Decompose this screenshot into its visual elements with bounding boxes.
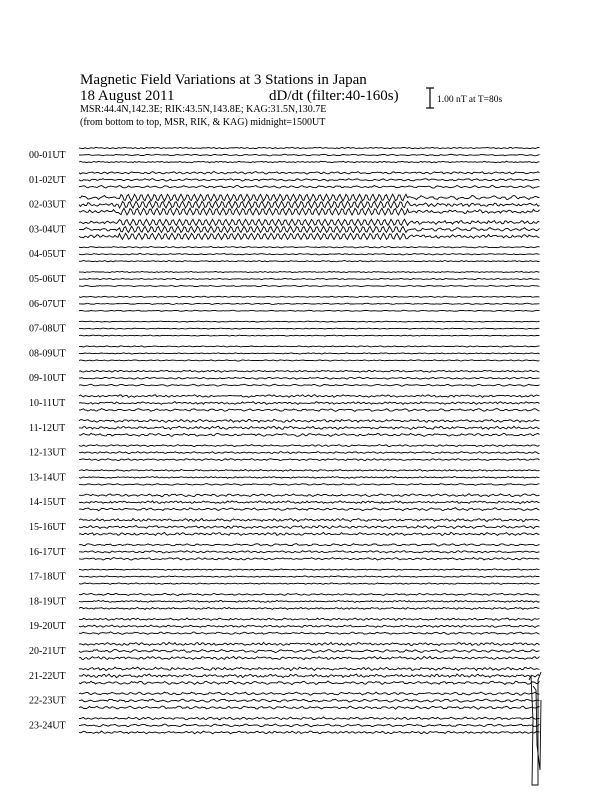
row-13-14UT: [29, 470, 540, 486]
row-03-04UT: [29, 219, 540, 239]
row-08-09UT: [29, 346, 540, 361]
row-label: 03-04UT: [29, 224, 66, 236]
trace-msr: [79, 569, 540, 570]
trace-rik: [79, 551, 540, 553]
trace-rik: [79, 426, 540, 429]
trace-kag: [79, 360, 540, 361]
row-label: 15-16UT: [29, 522, 66, 533]
row-14-15UT: [29, 494, 540, 511]
trace-msr: [79, 194, 540, 201]
row-label: 13-14UT: [29, 472, 66, 484]
row-01-02UT: [29, 171, 540, 188]
trace-rik: [79, 226, 540, 232]
station-coordinates: MSR:44.4N,142.3E; RIK:43.5N,143.8E; KAG:31.5N,130.7E: [80, 104, 327, 115]
trace-kag: [79, 335, 540, 336]
trace-msr: [79, 296, 540, 297]
trace-rik: [79, 724, 540, 727]
trace-msr: [79, 346, 540, 347]
trace-rik: [79, 201, 540, 208]
trace-rik: [79, 699, 540, 702]
trace-kag: [79, 186, 540, 189]
trace-kag: [79, 433, 540, 436]
row-label: 11-12UT: [29, 422, 66, 434]
trace-rik: [79, 576, 540, 577]
trace-msr: [79, 271, 540, 272]
row-label: 18-19UT: [29, 596, 66, 608]
trace-msr: [79, 171, 540, 174]
row-label: 02-03UT: [29, 199, 66, 211]
row-label: 19-20UT: [29, 621, 66, 633]
row-07-08UT: [29, 321, 540, 336]
trace-rik: [79, 179, 540, 182]
trace-rik: [79, 353, 540, 354]
trace-msr: [79, 692, 540, 695]
trace-rik: [79, 526, 540, 529]
row-05-06UT: [29, 271, 540, 286]
trace-rik: [79, 452, 540, 454]
row-19-20UT: [29, 618, 540, 634]
trace-msr: [79, 470, 540, 472]
chart-title: Magnetic Field Variations at 3 Stations in Japan: [80, 72, 367, 88]
row-label: 07-08UT: [29, 323, 66, 335]
row-label: 21-22UT: [29, 670, 66, 682]
row-label: 16-17UT: [29, 546, 66, 558]
row-label: 17-18UT: [29, 571, 66, 583]
trace-rik: [79, 600, 540, 602]
scale-bar: [426, 88, 434, 108]
trace-kag: [79, 484, 540, 486]
trace-msr: [79, 667, 540, 670]
trace-rik: [79, 674, 540, 678]
trace-kag: [79, 731, 540, 734]
row-09-10UT: [29, 370, 540, 386]
panel-order-note: (from bottom to top, MSR, RIK, & KAG) midnight=1500UT: [80, 117, 326, 128]
trace-kag: [79, 310, 540, 311]
row-label: 08-09UT: [29, 348, 66, 360]
trace-kag: [79, 583, 540, 584]
trace-kag: [79, 161, 540, 163]
row-23-24UT: [29, 717, 540, 734]
overflow-traces: [529, 672, 541, 785]
trace-msr: [79, 321, 540, 322]
trace-rik: [79, 625, 540, 628]
row-20-21UT: [29, 642, 540, 659]
trace-msr: [79, 370, 540, 372]
trace-msr: [79, 494, 540, 497]
trace-kag: [79, 261, 540, 262]
trace-msr: [79, 395, 540, 398]
trace-msr: [79, 642, 540, 645]
trace-rik: [79, 278, 540, 279]
trace-rik: [79, 402, 540, 405]
trace-rik: [79, 303, 540, 304]
row-16-17UT: [29, 544, 540, 560]
row-label: 22-23UT: [29, 695, 66, 707]
trace-kag: [79, 607, 540, 609]
overflow-trace-2: [533, 686, 541, 770]
trace-rik: [79, 254, 540, 255]
chart-date: 18 August 2011: [80, 88, 175, 104]
trace-msr: [79, 519, 540, 522]
trace-msr: [79, 544, 540, 546]
trace-kag: [79, 532, 540, 535]
row-label: 23-24UT: [29, 720, 66, 732]
trace-msr: [79, 593, 540, 595]
trace-kag: [79, 459, 540, 461]
trace-kag: [79, 681, 540, 685]
trace-rik: [79, 501, 540, 504]
trace-kag: [79, 409, 540, 412]
trace-msr: [79, 618, 540, 620]
row-17-18UT: [29, 569, 540, 584]
row-22-23UT: [29, 692, 540, 709]
trace-msr: [79, 419, 540, 422]
row-label: 09-10UT: [29, 373, 66, 385]
row-label: 06-07UT: [29, 298, 66, 310]
row-12-13UT: [29, 445, 540, 461]
trace-kag: [79, 285, 540, 286]
row-04-05UT: [29, 247, 540, 262]
trace-kag: [79, 656, 540, 659]
trace-kag: [79, 706, 540, 709]
row-label: 12-13UT: [29, 447, 66, 459]
trace-kag: [79, 632, 540, 635]
trace-msr: [79, 445, 540, 447]
trace-kag: [79, 558, 540, 561]
trace-kag: [79, 384, 540, 386]
row-label: 04-05UT: [29, 249, 66, 261]
row-06-07UT: [29, 296, 540, 311]
trace-rik: [79, 328, 540, 329]
row-15-16UT: [29, 519, 540, 536]
row-label: 20-21UT: [29, 646, 66, 657]
row-label: 14-15UT: [29, 497, 66, 509]
trace-kag: [79, 508, 540, 511]
row-21-22UT: [29, 667, 540, 685]
row-02-03UT: [29, 194, 540, 215]
trace-kag: [79, 208, 540, 215]
row-11-12UT: [29, 419, 540, 436]
row-label: 05-06UT: [29, 274, 66, 285]
row-10-11UT: [29, 395, 540, 412]
row-00-01UT: [29, 147, 540, 163]
chart-quantity: dD/dt (filter:40-160s): [269, 88, 399, 104]
trace-rik: [79, 650, 540, 653]
row-label: 00-01UT: [29, 150, 66, 161]
trace-msr: [79, 717, 540, 720]
trace-rik: [79, 477, 540, 479]
trace-msr: [79, 247, 540, 248]
trace-rik: [79, 377, 540, 379]
trace-rik: [79, 154, 540, 156]
row-label: 10-11UT: [29, 398, 66, 409]
hourly-rows: [29, 147, 540, 734]
scale-bar-label: 1.00 nT at T=80s: [437, 95, 503, 105]
row-18-19UT: [29, 593, 540, 609]
trace-kag: [79, 233, 540, 239]
row-label: 01-02UT: [29, 174, 66, 186]
trace-msr: [79, 147, 540, 149]
trace-msr: [79, 219, 540, 225]
